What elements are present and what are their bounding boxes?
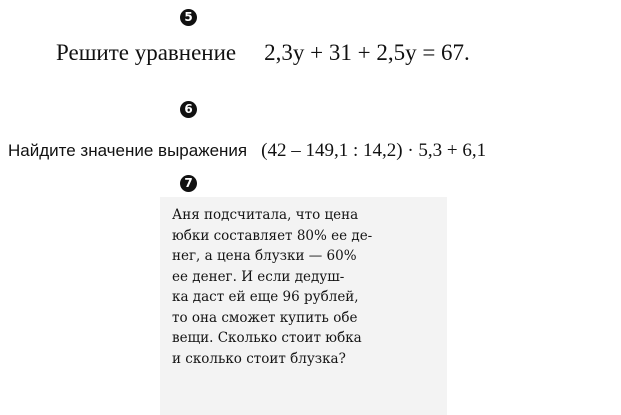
task-5-number-badge: 5 <box>180 9 197 26</box>
task-6-text: Найдите значение выражения <box>8 141 248 160</box>
task-7-problem-text <box>172 205 444 369</box>
task-6-expression: (42 – 149,1 : 14,2) · 5,3 + 6,1 <box>261 140 487 161</box>
problem-line: вещи. Сколько стоит юбка <box>172 330 362 346</box>
task-7-number-badge: 7 <box>180 175 197 192</box>
task-5-equation: 2,3y + 31 + 2,5y = 67. <box>264 40 470 65</box>
task-5-statement <box>56 40 470 66</box>
problem-line: и сколько стоит блузка? <box>172 350 346 367</box>
task-5-text: Решите уравнение <box>56 40 237 65</box>
cropped-text-fragment <box>90 123 430 129</box>
problem-line: то она сможет купить обе <box>172 309 358 326</box>
task-6-statement <box>8 140 621 162</box>
problem-line: ее денег. И если дедуш- <box>172 268 345 285</box>
task-7-problem-box <box>160 197 447 415</box>
problem-line: юбки составляет 80% ее де- <box>172 227 373 244</box>
problem-line: нег, а цена блузки — 60% <box>172 248 357 264</box>
task-6-number-badge: 6 <box>180 101 197 118</box>
problem-line: Аня подсчитала, что цена <box>172 207 359 223</box>
problem-line: ка даст ей еще 96 рублей, <box>172 289 359 305</box>
